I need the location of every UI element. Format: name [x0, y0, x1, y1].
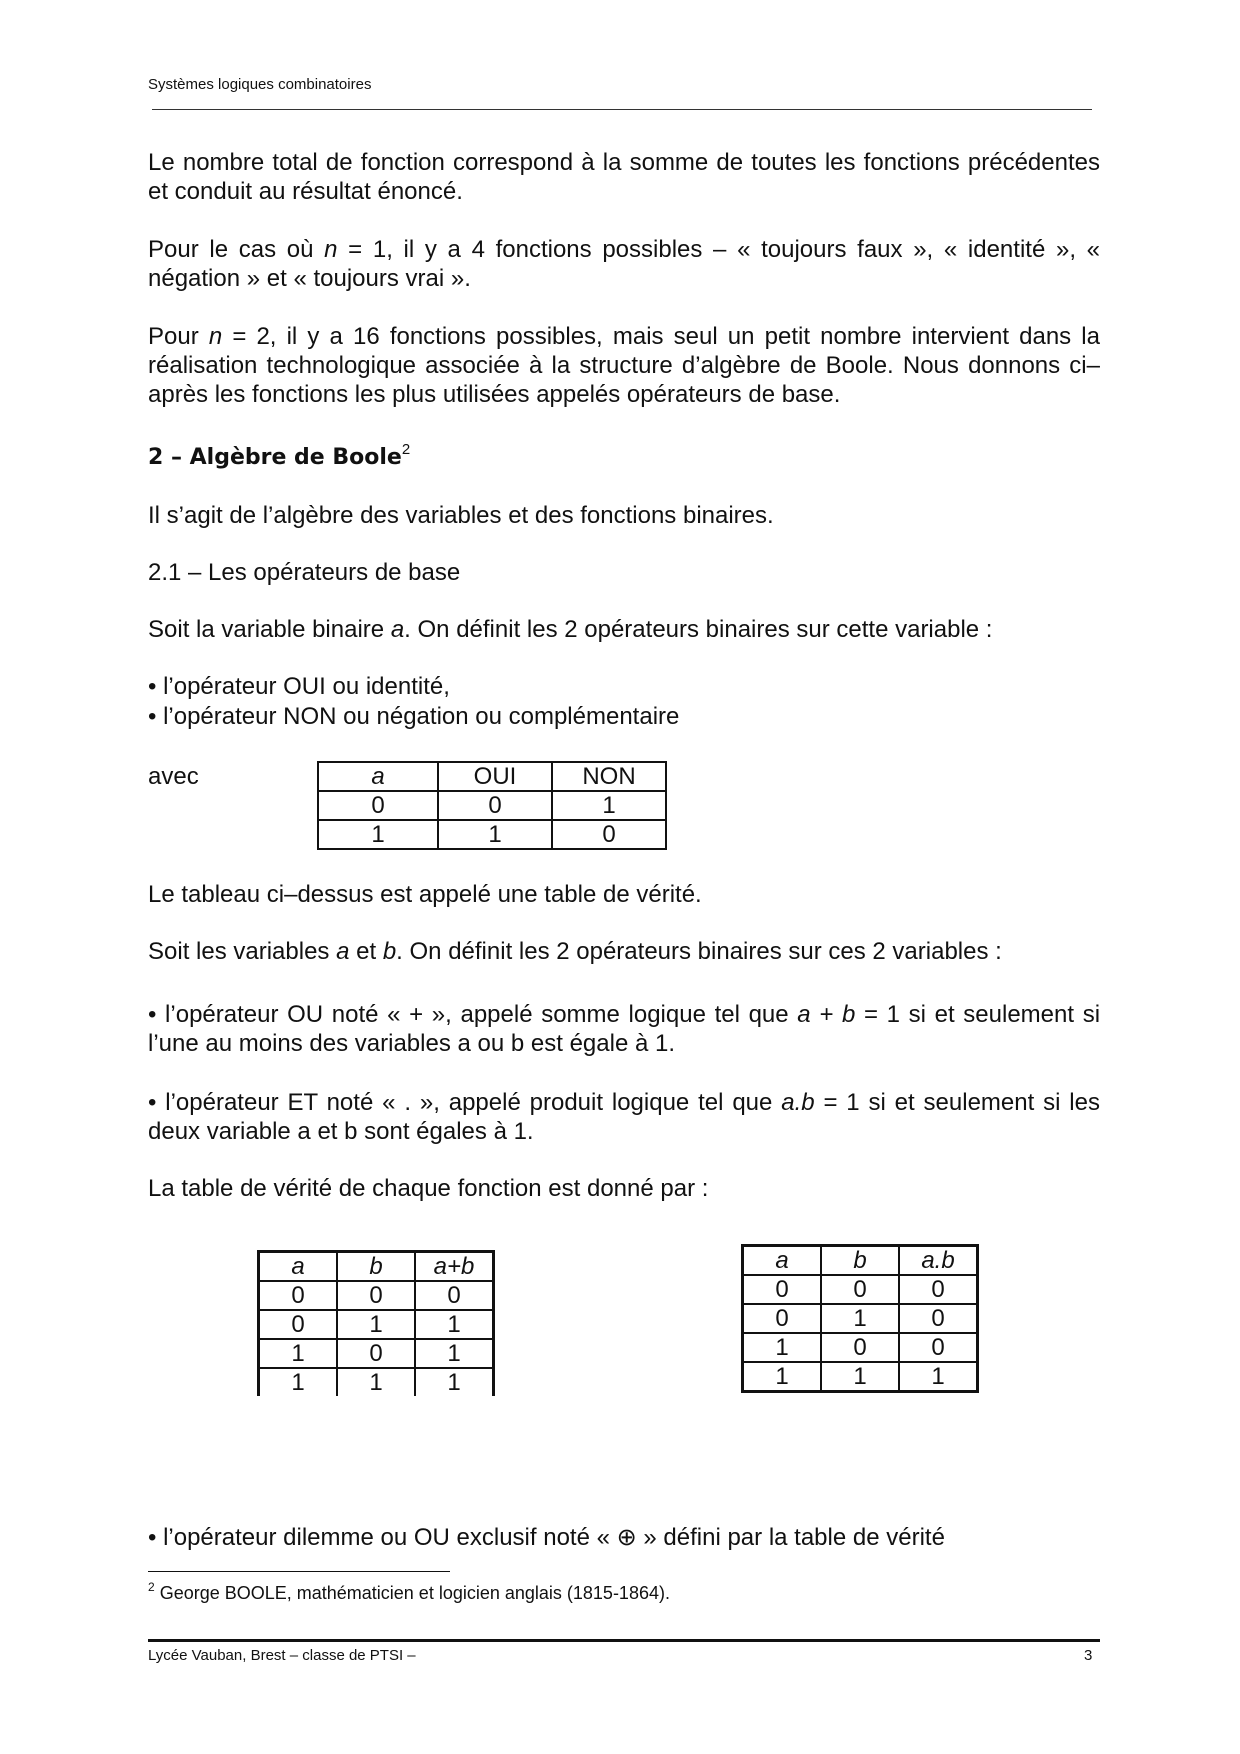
paragraph-variables-ab: Soit les variables a et b. On définit les 2 opérateurs binaires sur ces 2 variables : — [148, 938, 1002, 965]
table-cell: 0 — [743, 1304, 822, 1333]
table-cell: 0 — [259, 1310, 338, 1339]
table-cell: 0 — [821, 1275, 899, 1304]
section-heading: 2 – Algèbre de Boole$^2$ — [148, 441, 411, 470]
table-cell: 1 — [415, 1368, 494, 1396]
table-row — [259, 1281, 494, 1310]
page-number: 3 — [1084, 1647, 1093, 1664]
table-header-cell: a — [743, 1246, 822, 1276]
footnote: $^2$ George BOOLE, mathématicien et logicien anglais (1815-1864). — [148, 1580, 670, 1603]
table-cell: 1 — [415, 1339, 494, 1368]
table-row — [743, 1333, 978, 1362]
subsection-heading: 2.1 – Les opérateurs de base — [148, 559, 461, 586]
bullet-oui: • l’opérateur OUI ou identité, — [148, 673, 450, 700]
table-cell: 1 — [552, 791, 666, 820]
table-cell: 0 — [899, 1333, 978, 1362]
truth-table-not — [317, 761, 667, 850]
table-header-cell: NON — [552, 762, 666, 791]
footnote-divider — [148, 1571, 450, 1572]
paragraph-or: • l’opérateur OU noté « + », appelé somme logique tel que a + b = 1 si et seulement si l’une au moins des variables a ou b est égale à 1. — [148, 1001, 1101, 1057]
table-header-row — [259, 1252, 494, 1282]
table-cell: 0 — [821, 1333, 899, 1362]
bullet-non: • l’opérateur NON ou négation ou complémentaire — [148, 703, 680, 730]
table-header-row — [318, 762, 666, 791]
table-cell: 0 — [337, 1339, 415, 1368]
table-cell: 1 — [259, 1368, 338, 1396]
table-header-cell: a — [259, 1252, 338, 1282]
table-cell: 1 — [899, 1362, 978, 1392]
table-row — [743, 1362, 978, 1392]
table-header-cell: a — [318, 762, 438, 791]
table-header-row — [743, 1246, 978, 1276]
table-row — [743, 1275, 978, 1304]
paragraph-tables-intro: La table de vérité de chaque fonction est donné par : — [148, 1175, 709, 1202]
table-cell: 1 — [415, 1310, 494, 1339]
table-row — [259, 1368, 494, 1396]
table-row — [318, 820, 666, 849]
table-cell: 1 — [821, 1304, 899, 1333]
footnote-ref: 2 — [401, 441, 411, 458]
table-header-cell: a+b — [415, 1252, 494, 1282]
table-cell: 0 — [552, 820, 666, 849]
header-divider — [152, 109, 1092, 110]
paragraph-truth-table-def: Le tableau ci–dessus est appelé une table de vérité. — [148, 881, 702, 908]
table-cell: 1 — [438, 820, 552, 849]
table-cell: 1 — [337, 1310, 415, 1339]
bullet-xor: • l’opérateur dilemme ou OU exclusif noté « ⊕ » défini par la table de vérité — [148, 1524, 945, 1551]
paragraph-variable-a: Soit la variable binaire a. On définit les 2 opérateurs binaires sur cette variable : — [148, 616, 993, 643]
table-cell: 0 — [743, 1275, 822, 1304]
table-cell: 0 — [337, 1281, 415, 1310]
table-cell: 0 — [899, 1275, 978, 1304]
paragraph-n1: Pour le cas où n = 1, il y a 4 fonctions possibles – « toujours faux », « identité », « négation » et « toujours vrai ». — [148, 236, 1101, 292]
footer-divider — [148, 1639, 1100, 1642]
table-header-cell: b — [821, 1246, 899, 1276]
table-row — [743, 1304, 978, 1333]
table-cell: 1 — [337, 1368, 415, 1396]
table-cell: 1 — [743, 1362, 822, 1392]
table-cell: 1 — [318, 820, 438, 849]
paragraph-total-functions: Le nombre total de fonction correspond à la somme de toutes les fonctions précédentes et conduit au résultat énoncé. — [148, 149, 1100, 205]
table-cell: 0 — [438, 791, 552, 820]
label-avec: avec — [148, 763, 199, 790]
table-cell: 0 — [318, 791, 438, 820]
truth-table-and — [741, 1244, 979, 1393]
table-cell: 0 — [415, 1281, 494, 1310]
table-row — [259, 1310, 494, 1339]
paragraph-n2: Pour n = 2, il y a 16 fonctions possibles, mais seul un petit nombre intervient dans la réalisation technologique associée à la structure d’algèbre de Boole. Nous donnons ci–après les fonctions les plus utilisées appelés opérateurs de base. — [148, 323, 1100, 408]
table-header-cell: b — [337, 1252, 415, 1282]
table-cell: 1 — [259, 1339, 338, 1368]
paragraph-intro: Il s’agit de l’algèbre des variables et des fonctions binaires. — [148, 502, 774, 529]
table-header-cell: OUI — [438, 762, 552, 791]
table-cell: 0 — [259, 1281, 338, 1310]
table-header-cell: a.b — [899, 1246, 978, 1276]
table-row — [259, 1339, 494, 1368]
footer-text: Lycée Vauban, Brest – classe de PTSI – — [148, 1647, 416, 1664]
table-cell: 0 — [899, 1304, 978, 1333]
truth-table-or — [257, 1250, 495, 1396]
table-cell: 1 — [821, 1362, 899, 1392]
table-row — [318, 791, 666, 820]
table-cell: 1 — [743, 1333, 822, 1362]
page-header: Systèmes logiques combinatoires — [148, 76, 372, 93]
paragraph-and: • l’opérateur ET noté « . », appelé produit logique tel que a.b = 1 si et seulement si les deux variable a et b sont égales à 1. — [148, 1089, 1100, 1145]
